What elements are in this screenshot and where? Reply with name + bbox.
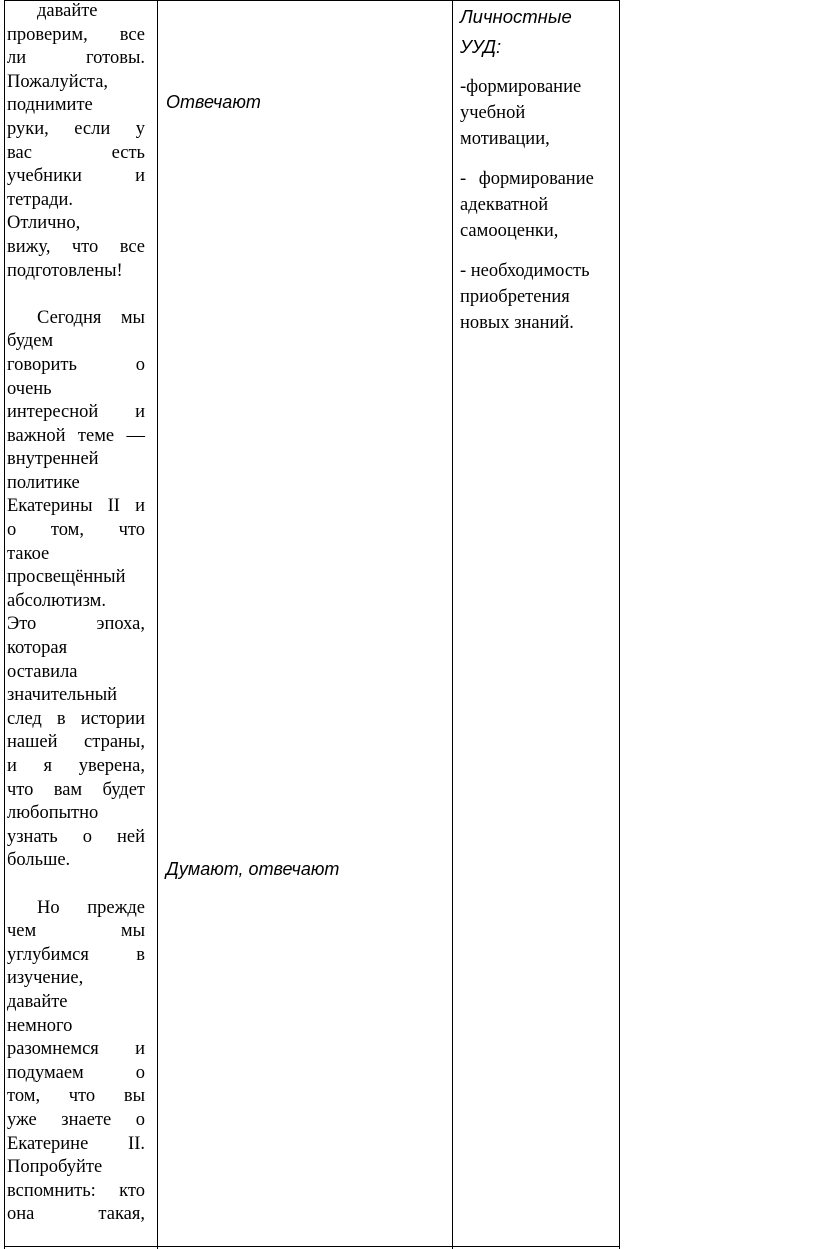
outcome-line: учебной [460,103,526,123]
speech-line: чем мы [7,921,145,942]
speech-line: Отлично, [7,213,81,234]
speech-line: вспомнить: кто [7,1180,145,1201]
outcome-line: новых знаний. [460,313,574,333]
speech-line: ли готовы. [7,48,145,69]
table-border-left [4,0,5,1249]
speech-line: проверим, все [7,24,145,45]
speech-line: оставила [7,661,78,682]
outcome-line: -формирование [460,77,582,97]
speech-line: изучение, [7,968,84,989]
speech-line: Но прежде [37,897,145,918]
speech-line: немного [7,1015,73,1036]
outcome-line: приобретения [460,287,570,307]
speech-line: любопытно [7,803,99,824]
speech-line: такое [7,543,50,564]
speech-line: вижу, что все [7,236,145,257]
speech-line: поднимите [7,95,93,116]
table-border-bottom [4,1246,620,1247]
speech-line: внутренней [7,449,99,470]
speech-line: уже знаете о [7,1109,145,1130]
speech-paragraph-3 [7,897,145,1227]
outcome-line: мотивации, [460,129,550,149]
speech-line: больше. [7,850,71,871]
outcomes-heading-line: УУД: [460,36,502,57]
speech-line: том, что вы [7,1086,145,1107]
column-divider-1 [157,0,158,1249]
outcome-line: - необходимость [460,261,590,281]
outcomes-heading-line: Личностные [460,6,572,27]
speech-line: говорить о [7,354,145,375]
learning-outcomes-column [460,0,612,350]
speech-line: вас есть [7,142,145,163]
outcome-item-2 [460,166,612,244]
speech-line: Екатерине II. [7,1133,145,1154]
speech-line: и я уверена, [7,756,145,776]
speech-line: она такая, [7,1204,145,1225]
speech-line: будем [7,331,54,352]
speech-line: давайте [37,1,98,21]
speech-line: подготовлены! [7,260,123,281]
outcome-item-3 [460,258,612,336]
speech-line: важной теме — [7,425,145,446]
speech-line: Попробуйте [7,1157,103,1178]
speech-line: след в истории [7,708,145,729]
outcome-line: адекватной [460,195,549,215]
student-activity-answer-2: Думают, отвечают [166,859,340,879]
speech-line: политике [7,472,80,493]
speech-line: Пожалуйста, [7,71,109,92]
speech-line: Сегодня мы [37,307,145,328]
teacher-speech-column [7,0,145,1227]
speech-line: значительный [7,685,118,706]
outcomes-heading [460,4,612,60]
speech-line: которая [7,638,68,659]
speech-paragraph-2 [7,307,145,873]
speech-line: узнать о ней [7,826,145,847]
speech-line: интересной и [7,402,145,423]
speech-line: подумаем о [7,1062,145,1083]
outcome-line: самооценки, [460,221,559,241]
outcome-item-1 [460,74,612,152]
speech-line: абсолютизм. [7,590,107,611]
speech-line: разомнемся и [7,1039,145,1060]
speech-line: о том, что [7,520,145,541]
speech-line: очень [7,378,52,399]
speech-line: учебники и [7,166,145,187]
student-activity-answer-1: Отвечают [166,92,261,112]
speech-line: нашей страны, [7,732,145,753]
speech-line: руки, если у [7,118,145,139]
speech-line: просвещённый [7,567,126,588]
speech-line: углубимся в [7,944,145,965]
speech-line: давайте [7,991,68,1012]
outcome-line: - формирование [460,169,594,189]
speech-line: Екатерины II и [7,496,145,517]
speech-line: тетради. [7,189,74,210]
column-divider-2 [452,0,453,1249]
speech-line: что вам будет [7,779,145,800]
table-border-right [619,0,620,1249]
speech-paragraph-1 [7,0,145,283]
speech-line: Это эпоха, [7,614,145,635]
